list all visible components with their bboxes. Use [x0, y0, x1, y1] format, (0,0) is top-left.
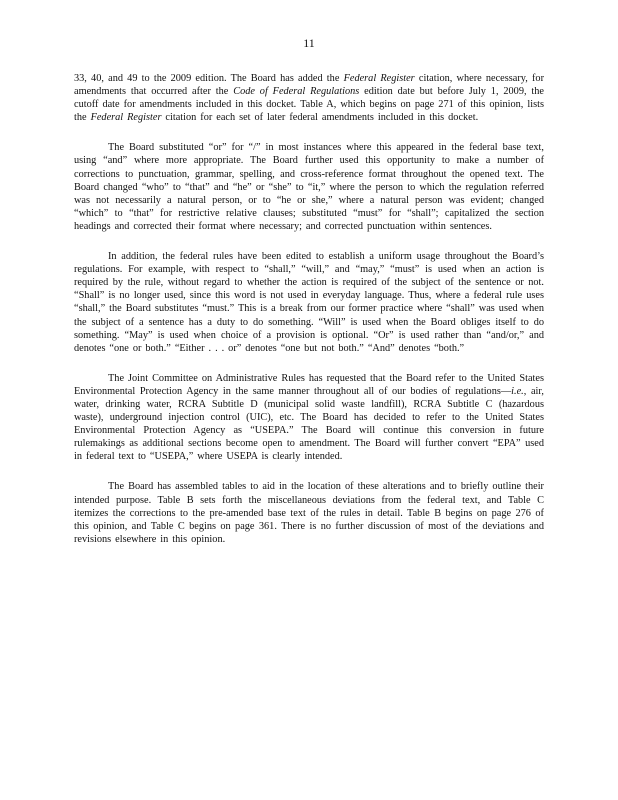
italic-text: i.e.: [511, 385, 524, 397]
text-run: The Board has assembled tables to aid in the location of these alterations and to briefly outline their intended purpose. Table B sets forth the miscellaneous deviations from the federal text, and Table C itemizes the corrections to the pre-amended base text of the rules in detail. Table B begins on page 276 of this opinion, and Table C begins on page 361. There is no further discussion of most of the deviations and revisions elsewhere in this opinion.: [74, 481, 544, 545]
paragraph-3: [74, 250, 544, 355]
text-run: , air, water, drinking water, RCRA Subtitle D (municipal solid waste landfill), RCRA Subtitle C (hazardous waste), underground injection control (UIC), etc. The Board has decided to refer to the United States Environmental Protection Agency as “USEPA.” The Board will continue this conversion in future rulemakings as additional sections become open to amendment. The Board will further convert “EPA” used in federal text to “USEPA,” where USEPA is clearly intended.: [74, 385, 544, 463]
page-number: 11: [303, 36, 315, 50]
text-run: The Joint Committee on Administrative Rules has requested that the Board refer to the United States Environmental Protection Agency in the same manner throughout all of our bodies of regulations—: [74, 372, 544, 397]
text-run: In addition, the federal rules have been edited to establish a uniform usage throughout the Board’s regulations. For example, with respect to “shall,” “will,” and “may,” “must” is used when an action is required by the rule, without regard to whether the action is required of the subject of the sentence or not. “Shall” is no longer used, since this word is not used in everyday language. Thus, where a federal rule uses “shall,” the Board substitutes “must.” This is a break from our former practice where “shall” was used when the subject of a sentence has a duty to do something. “Will” is used when the Board obliges itself to do something. “May” is used when choice of a provision is optional. “Or” is used rather than “and/or,” and denotes “one or both.” “Either . . . or” denotes “one but not both.” “And” denotes “both.”: [74, 251, 544, 354]
text-run: The Board substituted “or” for “/” in most instances where this appeared in the federal base text, using “and” where more appropriate. The Board further used this opportunity to make a number of corrections to punctuation, grammar, spelling, and cross-reference format throughout the opened text. The Board changed “who” to “that” and “he” or “she” to “it,” where the person to which the regulation referred was not necessarily a natural person, or to “he or she,” where a natural person was evident; changed “which” to “that” for restrictive relative clauses; substituted “must” for “shall”; capitalized the section headings and corrected their format where necessary; and corrected punctuation within sentences.: [74, 142, 544, 232]
text-run: edition date but before July 1, 2009, the cutoff date for amendments included in this docket. Table A, which begins on page 271 of this opinion, lists the: [74, 86, 544, 124]
italic-text: Federal Register: [90, 112, 162, 124]
paragraph-1: [74, 72, 544, 124]
italic-text: Federal Register: [343, 73, 415, 84]
text-run: citation, where necessary, for amendments that occurred after the: [74, 73, 544, 98]
paragraph-5: [74, 480, 544, 545]
paragraph-2: [74, 141, 544, 233]
paragraph-4: [74, 372, 544, 464]
italic-text: Code of Federal Regulations: [233, 86, 360, 98]
body-text: [74, 72, 544, 563]
text-run: citation for each set of later federal amendments included in this docket.: [161, 112, 479, 124]
text-run: 33, 40, and 49 to the 2009 edition. The Board has added the: [74, 73, 344, 84]
